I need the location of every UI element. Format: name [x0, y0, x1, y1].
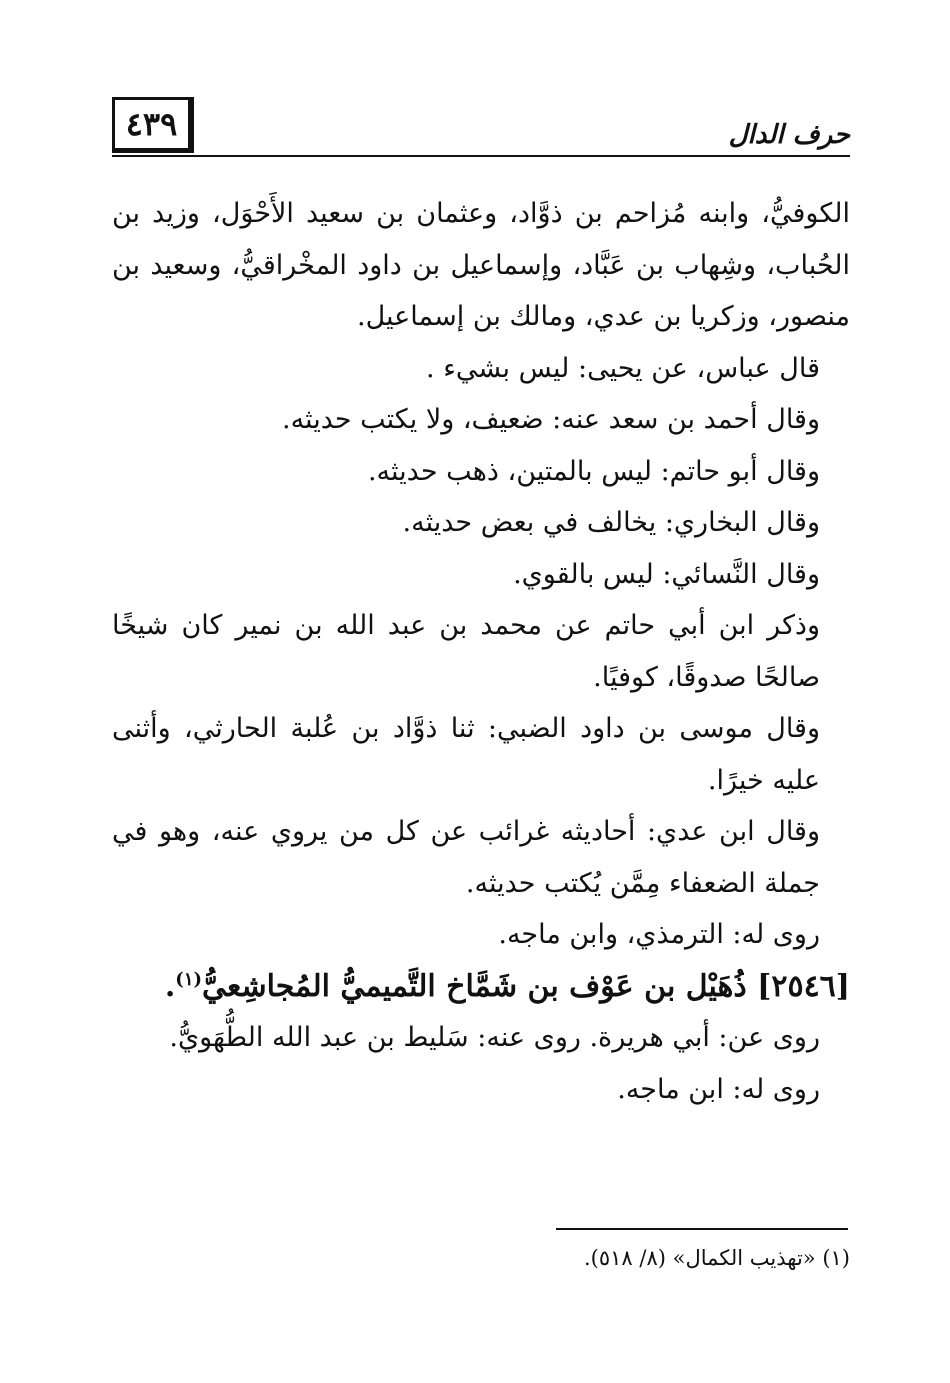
entry-heading-text: [٢٥٤٦] ذُهَيْل بن عَوْف بن شَمَّاخ التَّميميُّ المُجاشِعيُّ: [202, 968, 850, 1004]
footnote: (١) «تهذيب الكمال» (٨/ ٥١٨).: [584, 1246, 850, 1270]
paragraph-abbas-quote: قال عباس، عن يحيى: ليس بشيء .: [426, 352, 820, 384]
entry-heading: [112, 961, 850, 1013]
paragraph-narrated-by: روى له: الترمذي، وابن ماجه.: [498, 919, 820, 950]
main-text: [112, 188, 850, 1115]
paragraph-nasai-quote: وقال النَّسائي: ليس بالقوي.: [513, 558, 820, 590]
page-number: ٤٣٩: [112, 97, 194, 153]
paragraph-bukhari-quote: وقال البخاري: يخالف في بعض حديثه.: [402, 507, 820, 538]
paragraph-narrated-by-ibn-majah: روى له: ابن ماجه.: [617, 1073, 820, 1105]
paragraph-ibn-adi-quote: وقال ابن عدي: أحاديثه غرائب عن كل من يروي عنه، وهو في جملة الضعفاء مِمَّن يُكتب حديثه.: [112, 816, 820, 899]
paragraph-musa-quote: وقال موسى بن داود الضبي: ثنا ذوَّاد بن عُلبة الحارثي، وأثنى عليه خيرًا.: [112, 713, 820, 796]
paragraph-narrators-list: الكوفيُّ، وابنه مُزاحم بن ذوَّاد، وعثمان بن سعيد الأَحْوَل، وزيد بن الحُباب، وشِهاب بن عَبَّاد، وإسماعيل بن داود المخْراقيُّ، وسعيد بن منصور، وزكريا بن عدي، ومالك بن إسماعيل.: [112, 198, 850, 332]
paragraph-ibn-abi-hatim-quote: وذكر ابن أبي حاتم عن محمد بن عبد الله بن نمير كان شيخًا صالحًا صدوقًا، كوفيًا.: [112, 610, 820, 693]
paragraph-narrated-from: روى عن: أبي هريرة. روى عنه: سَليط بن عبد الله الطُّهَويُّ.: [169, 1022, 820, 1053]
entry-heading-end: .: [164, 968, 176, 1004]
running-title: حرف الدال: [728, 120, 850, 150]
paragraph-abu-hatim-quote: وقال أبو حاتم: ليس بالمتين، ذهب حديثه.: [367, 455, 820, 487]
footnote-divider: [556, 1228, 848, 1230]
paragraph-ahmad-quote: وقال أحمد بن سعد عنه: ضعيف، ولا يكتب حديثه.: [281, 404, 820, 435]
header-divider: [112, 155, 850, 157]
footnote-reference: (١): [175, 968, 203, 990]
